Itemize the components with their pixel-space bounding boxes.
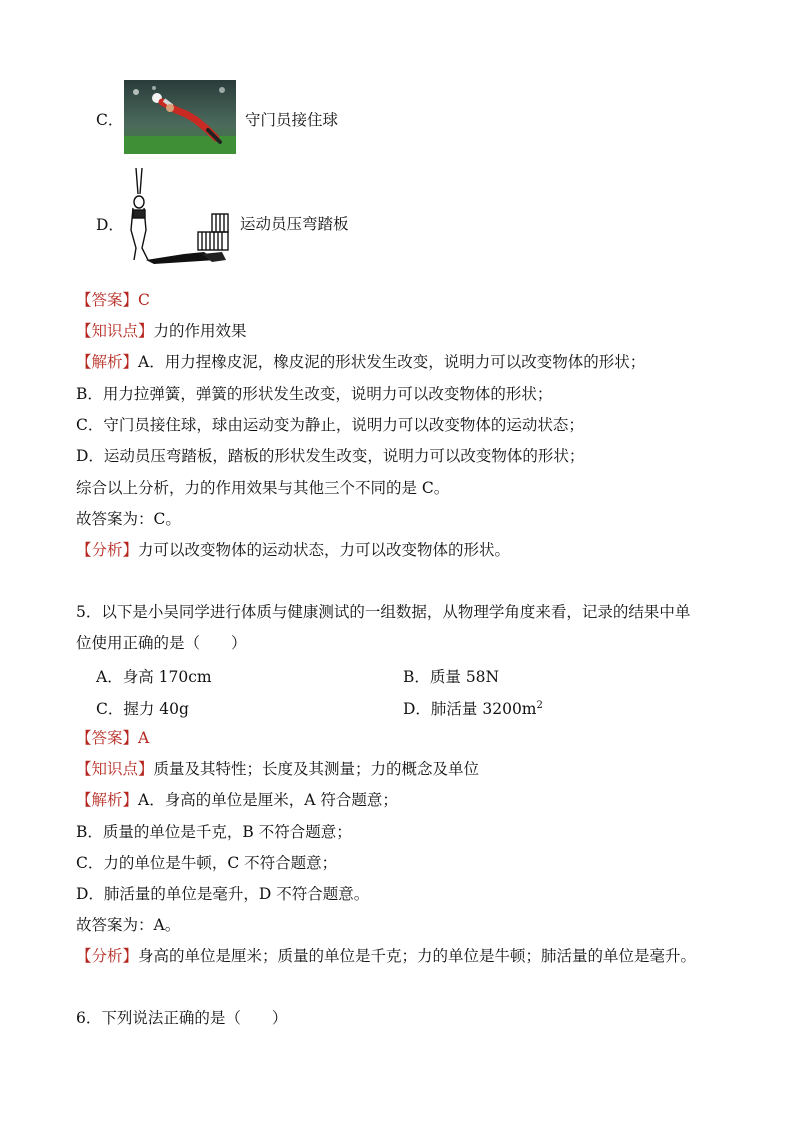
knowledge-tag: 【知识点】 [76,322,154,340]
q4-comment-line [76,540,510,560]
answer-tag: 【答案】 [76,729,139,747]
comment-text: 身高的单位是厘米；质量的单位是千克；力的单位是牛顿；肺活量的单位是毫升。 [138,947,697,965]
analysis-text: A．身高的单位是厘米，A 符合题意； [138,791,398,809]
q4-analysis-line-3: C．守门员接住球，球由运动变为静止，说明力可以改变物体的运动状态； [76,416,584,434]
q5-stem-line-1: 5．以下是小吴同学进行体质与健康测试的一组数据，从物理学角度来看，记录的结果中单 [76,603,691,621]
answer-value: C [138,291,150,309]
option-d-caption: 运动员压弯踏板 [240,215,349,233]
q5-option-c: C．握力 40g [96,700,189,718]
answer-value: A [138,729,150,747]
q5-answer-line [76,728,149,748]
analysis-text: A．用力捏橡皮泥，橡皮泥的形状发生改变，说明力可以改变物体的形状； [138,353,646,371]
knowledge-tag: 【知识点】 [76,760,154,778]
q5-analysis-line-5: 故答案为：A。 [76,916,181,934]
q5-analysis-line-4: D．肺活量的单位是毫升，D 不符合题意。 [76,885,370,903]
q4-answer-line [76,290,150,310]
option-c-letter: C． [96,111,124,129]
analysis-tag: 【解析】 [76,791,139,809]
q5-knowledge-line [76,759,479,779]
knowledge-text: 力的作用效果 [153,322,247,340]
q5-analysis-line-3: C．力的单位是牛顿，C 不符合题意； [76,854,338,872]
q5-option-d [403,697,543,719]
comment-tag: 【分析】 [76,541,139,559]
q5-option-b: B．质量 58N [403,668,500,686]
q5-comment-line [76,946,696,966]
comment-tag: 【分析】 [76,947,139,965]
q5-analysis-line-2: B．质量的单位是千克，B 不符合题意； [76,823,352,841]
answer-tag: 【答案】 [76,291,139,309]
q4-analysis-line-5: 综合以上分析，力的作用效果与其他三个不同的是 C。 [76,479,450,497]
option-c-caption: 守门员接住球 [245,111,339,129]
q6-stem: 6．下列说法正确的是（ ） [76,1009,288,1027]
diver-springboard-image [124,164,234,266]
comment-text: 力可以改变物体的运动状态，力可以改变物体的形状。 [138,541,511,559]
q4-analysis-line-6: 故答案为：C。 [76,510,181,528]
goalkeeper-image [124,80,236,154]
q4-analysis-line-2: B．用力拉弹簧，弹簧的形状发生改变，说明力可以改变物体的形状； [76,385,553,403]
q4-analysis-line-1 [76,352,645,372]
q5-option-d-text: D．肺活量 3200m [403,700,537,718]
analysis-tag: 【解析】 [76,353,139,371]
q4-analysis-line-4: D．运动员压弯踏板，踏板的形状发生改变，说明力可以改变物体的形状； [76,447,585,465]
option-d-letter: D． [96,216,124,234]
q4-knowledge-line [76,321,247,341]
q5-option-a: A．身高 170cm [96,668,212,686]
q5-analysis-line-1 [76,790,398,810]
q5-option-d-superscript: 2 [536,699,543,711]
knowledge-text: 质量及其特性；长度及其测量；力的概念及单位 [153,760,480,778]
q5-stem-line-2: 位使用正确的是（ ） [76,634,247,652]
